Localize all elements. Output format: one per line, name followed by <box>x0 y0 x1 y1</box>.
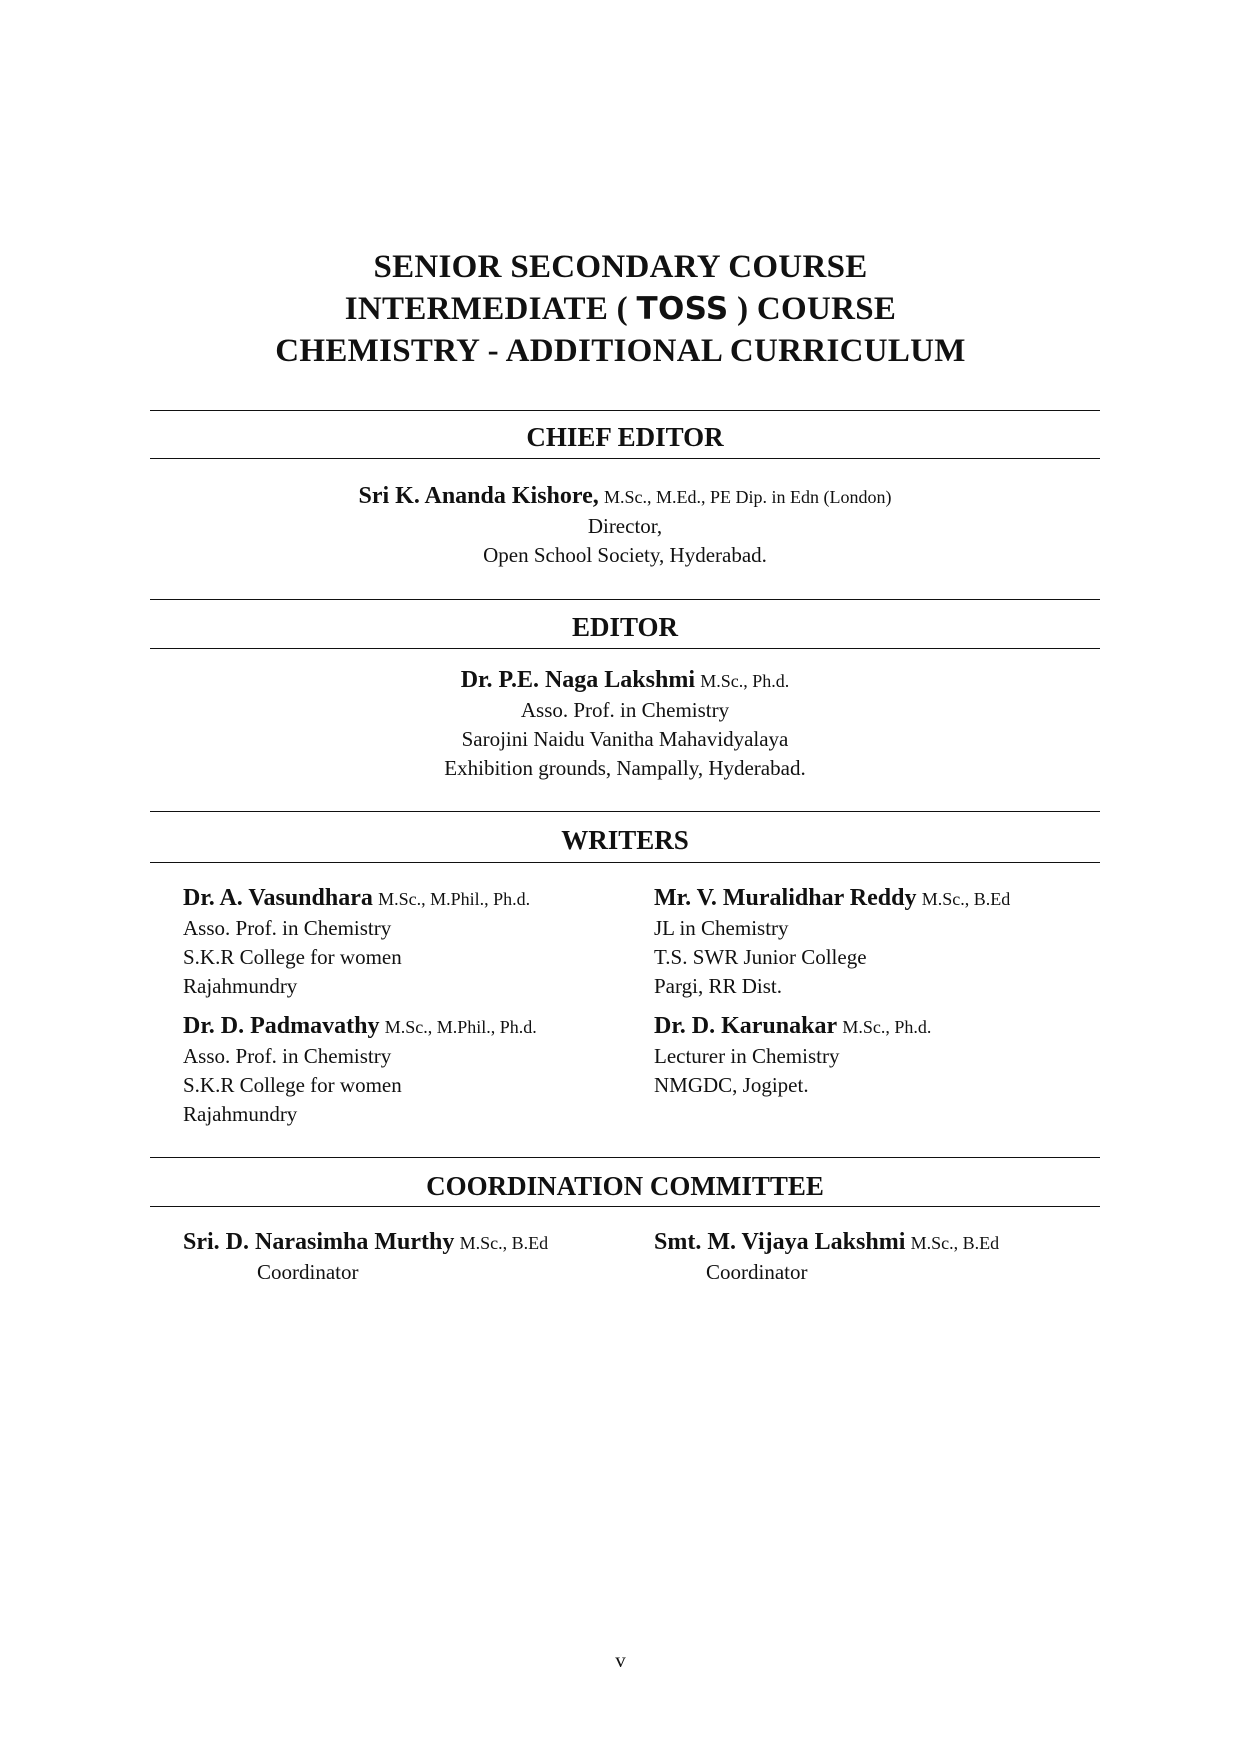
person-detail: Asso. Prof. in Chemistry <box>183 916 392 940</box>
person-qualifications: M.Sc., B.Ed <box>910 1233 1000 1253</box>
person-detail: Asso. Prof. in Chemistry <box>183 1044 392 1068</box>
person-name: Dr. P.E. Naga Lakshmi <box>460 667 695 693</box>
writer-name-line <box>654 884 1010 914</box>
person-detail: Open School Society, Hyderabad. <box>483 543 767 567</box>
page-number: v <box>615 1648 626 1672</box>
person-qualifications: M.Sc., B.Ed <box>921 889 1011 909</box>
coordinator-name-line <box>183 1228 548 1258</box>
divider-rule <box>150 811 1100 812</box>
title-line-2 <box>0 288 1241 330</box>
writer-name-line <box>183 884 537 914</box>
person-detail: Director, <box>587 514 663 538</box>
person-role: Coordinator <box>257 1260 359 1284</box>
person-name: Dr. D. Karunakar <box>654 1013 838 1039</box>
person-name: Smt. M. Vijaya Lakshmi <box>654 1229 906 1255</box>
divider-rule <box>150 410 1100 411</box>
person-qualifications: M.Sc., Ph.d. <box>842 1017 932 1037</box>
person-name: Sri. D. Narasimha Murthy <box>183 1229 455 1255</box>
person-qualifications: M.Sc., M.Ed., PE Dip. in Edn (London) <box>604 487 892 507</box>
coordinator-name-line <box>654 1228 999 1258</box>
writer-entry <box>183 884 537 1001</box>
person-role: Coordinator <box>706 1260 808 1284</box>
title-line-2-prefix: INTERMEDIATE ( <box>344 291 628 327</box>
page-title <box>0 246 1241 372</box>
person-name: Dr. A. Vasundhara <box>183 885 373 911</box>
person-detail: Exhibition grounds, Nampally, Hyderabad. <box>444 756 806 780</box>
writer-entry <box>654 1012 1010 1100</box>
person-detail: S.K.R College for women <box>183 1073 402 1097</box>
divider-rule <box>150 1206 1100 1207</box>
person-detail: JL in Chemistry <box>654 916 789 940</box>
title-line-2-suffix: ) COURSE <box>737 291 897 327</box>
writers-right-column <box>654 884 1010 1100</box>
person-detail: Asso. Prof. in Chemistry <box>520 698 730 722</box>
person-name: Dr. D. Padmavathy <box>183 1013 380 1039</box>
divider-rule <box>150 1157 1100 1158</box>
coordinator-left <box>183 1228 548 1287</box>
editor-heading: EDITOR <box>571 612 679 642</box>
chief-editor-heading: CHIEF EDITOR <box>526 422 724 452</box>
title-line-1: SENIOR SECONDARY COURSE <box>373 249 868 285</box>
divider-rule <box>150 648 1100 649</box>
toss-label: TOSS <box>636 291 729 327</box>
divider-rule <box>150 458 1100 459</box>
person-qualifications: M.Sc., B.Ed <box>459 1233 549 1253</box>
person-qualifications: M.Sc., Ph.d. <box>700 671 790 691</box>
person-detail: T.S. SWR Junior College <box>654 945 867 969</box>
person-detail: Rajahmundry <box>183 1102 298 1126</box>
writer-name-line <box>183 1012 537 1042</box>
coordinator-right <box>654 1228 999 1287</box>
writer-entry <box>654 884 1010 1001</box>
person-detail: Pargi, RR Dist. <box>654 974 782 998</box>
chief-editor-block <box>150 482 1100 570</box>
title-line-3: CHEMISTRY - ADDITIONAL CURRICULUM <box>275 333 966 369</box>
person-detail: NMGDC, Jogipet. <box>654 1073 809 1097</box>
person-detail: Lecturer in Chemistry <box>654 1044 840 1068</box>
person-qualifications: M.Sc., M.Phil., Ph.d. <box>384 1017 537 1037</box>
divider-rule <box>150 599 1100 600</box>
writer-entry <box>183 1012 537 1129</box>
person-qualifications: M.Sc., M.Phil., Ph.d. <box>378 889 531 909</box>
writers-heading: WRITERS <box>561 825 689 855</box>
person-name: Sri K. Ananda Kishore, <box>358 483 599 509</box>
chief-editor-name-line <box>150 482 1100 512</box>
person-detail: Rajahmundry <box>183 974 298 998</box>
coordination-heading: COORDINATION COMMITTEE <box>426 1171 824 1201</box>
editor-block <box>150 666 1100 783</box>
writers-left-column <box>183 884 537 1129</box>
person-name: Mr. V. Muralidhar Reddy <box>654 885 917 911</box>
divider-rule <box>150 862 1100 863</box>
person-detail: Sarojini Naidu Vanitha Mahavidyalaya <box>461 727 789 751</box>
editor-name-line <box>150 666 1100 696</box>
person-detail: S.K.R College for women <box>183 945 402 969</box>
writer-name-line <box>654 1012 1010 1042</box>
